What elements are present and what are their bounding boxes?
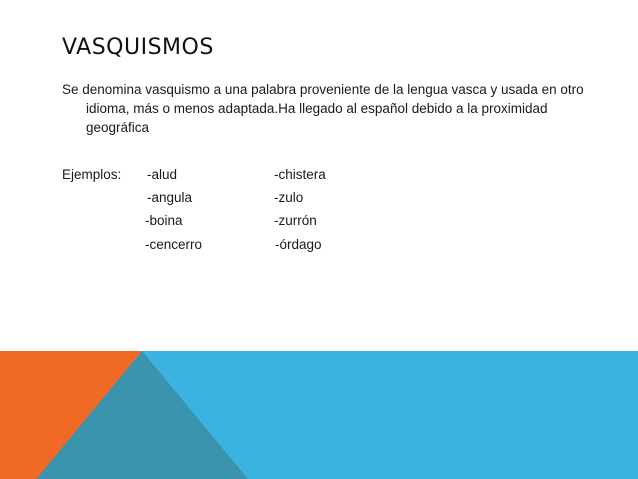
example-right-3: -zurrón bbox=[274, 213, 317, 228]
example-left-2: -angula bbox=[147, 190, 193, 205]
slide-title: VASQUISMOS bbox=[62, 35, 214, 60]
examples-label: Ejemplos: bbox=[62, 167, 122, 182]
decorative-footer-band bbox=[0, 351, 638, 479]
example-left-4: -cencerro bbox=[145, 237, 203, 252]
description-paragraph: Se denomina vasquismo a una palabra proveniente de la lengua vasca y usada en otro idioma, más o menos adaptada.Ha llegado al español debido a la proximidad geográfica bbox=[62, 82, 584, 135]
example-left-3: -boina bbox=[145, 213, 183, 228]
footer-band-graphic bbox=[0, 351, 638, 479]
example-left-1: -alud bbox=[147, 167, 178, 182]
example-right-1: -chistera bbox=[274, 167, 326, 182]
example-right-4: -órdago bbox=[275, 237, 322, 252]
example-right-2: -zulo bbox=[274, 190, 304, 205]
